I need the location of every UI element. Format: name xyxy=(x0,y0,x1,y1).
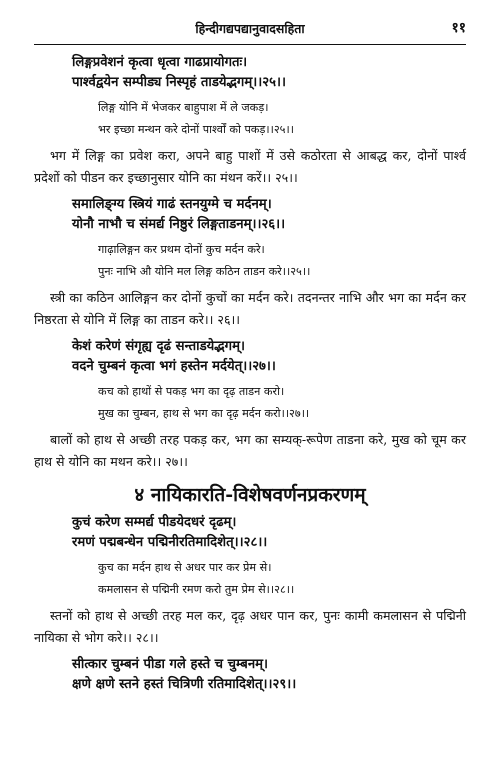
translation-line: भर इच्छा मन्थन करे दोनों पार्श्वों को पकड़।।२५।। xyxy=(98,123,294,136)
translation-line: कमलासन से पद्मिनी रमण करो तुम प्रेम से।।२८।। xyxy=(98,583,295,596)
verse-line: वदने चुम्बनं कृत्वा भगं हस्तेन मर्दयेत्।।२७।। xyxy=(72,359,276,374)
header-rule xyxy=(34,44,466,45)
prose-paragraph: भग में लिङ्ग का प्रवेश करा, अपने बाहु पाशों में उसे कठोरता से आबद्ध कर, दोनों पार्श्व प्रदेशों को पीडन कर इच्छानुसार योनि का मंथन करें।। २५।। xyxy=(34,148,466,185)
translation-line: लिङ्ग योनि में भेजकर बाहुपाश में ले जकड़। xyxy=(98,101,269,114)
translation-line: मुख का चुम्बन, हाथ से भग का दृढ़ मर्दन करो।।२७।। xyxy=(98,407,310,420)
verse-line: पार्श्वद्वयेन सम्पीड्य निस्पृहं ताडयेद्भगम्।।२५।। xyxy=(72,75,286,90)
verse-line: रमणं पद्मबन्धेन पद्मिनीरतिमादिशेत्।।२८।। xyxy=(72,535,268,550)
verse-line: केशं करेणं संगृह्य दृढं सन्ताडयेद्भगम्। xyxy=(72,339,245,354)
verse-block-25 xyxy=(34,53,466,189)
verse-line: सीत्कार चुम्बनं पीडा गले हस्ते च चुम्बनम्। xyxy=(72,657,269,672)
prose-paragraph: स्तनों को हाथ से अच्छी तरह मल कर, दृढ़ अधर पान कर, पुनः कामी कमलासन से पद्मिनी नायिका से भोग करे।। २८।। xyxy=(34,608,466,645)
verse-block-29 xyxy=(34,655,466,695)
prose-paragraph: बालों को हाथ से अच्छी तरह पकड़ कर, भग का सम्यक्-रूपेण ताडना करे, मुख को चूम कर हाथ से योनि का मथन करे।। २७।। xyxy=(34,432,466,469)
translation-line: पुनः नाभि औ योनि मल लिङ्ग कठिन ताडन करे।।२५।। xyxy=(98,265,311,278)
verse-line: क्षणे क्षणे स्तने हस्तं चित्रिणी रतिमादिशेत्।।२९।। xyxy=(72,677,297,692)
translation-line: कच को हाथों से पकड़ भग का दृढ़ ताडन करो। xyxy=(98,385,285,398)
verse-line: कुचं करेण सम्मर्द्य पीडयेदधरं दृढम्। xyxy=(72,515,237,530)
running-title: हिन्दीगद्यपद्यानुवादसहिता xyxy=(195,21,305,36)
section-heading: ४ नायिकारति-विशेषवर्णनप्रकरणम् xyxy=(134,484,366,506)
translation-line: कुच का मर्दन हाथ से अधर पार कर प्रेम से। xyxy=(98,561,272,574)
verse-line: योनौ नाभौ च संमर्द्य निष्ठुरं लिङ्गताडनम्।।२६।। xyxy=(72,217,286,232)
verse-block-28 xyxy=(34,513,466,649)
page-header xyxy=(34,14,466,38)
verse-block-26 xyxy=(34,195,466,331)
prose-paragraph: स्त्री का कठिन आलिङ्गन कर दोनों कुचों का मर्दन करे। तदनन्तर नाभि और भग का मर्दन कर निष्ठरता से योनि में लिङ्ग का ताडन करे।। २६।। xyxy=(34,290,466,327)
verse-block-27 xyxy=(34,337,466,473)
verse-line: समालिङ्ग्य स्त्रियं गाढं स्तनयुग्मे च मर्दनम्। xyxy=(72,197,272,212)
page-number: ११ xyxy=(451,20,466,36)
translation-line: गाढ़ालिङ्गन कर प्रथम दोनों कुच मर्दन करे। xyxy=(98,243,265,256)
verse-line: लिङ्गप्रवेशनं कृत्वा धृत्वा गाढप्रायोगतः। xyxy=(72,55,248,70)
